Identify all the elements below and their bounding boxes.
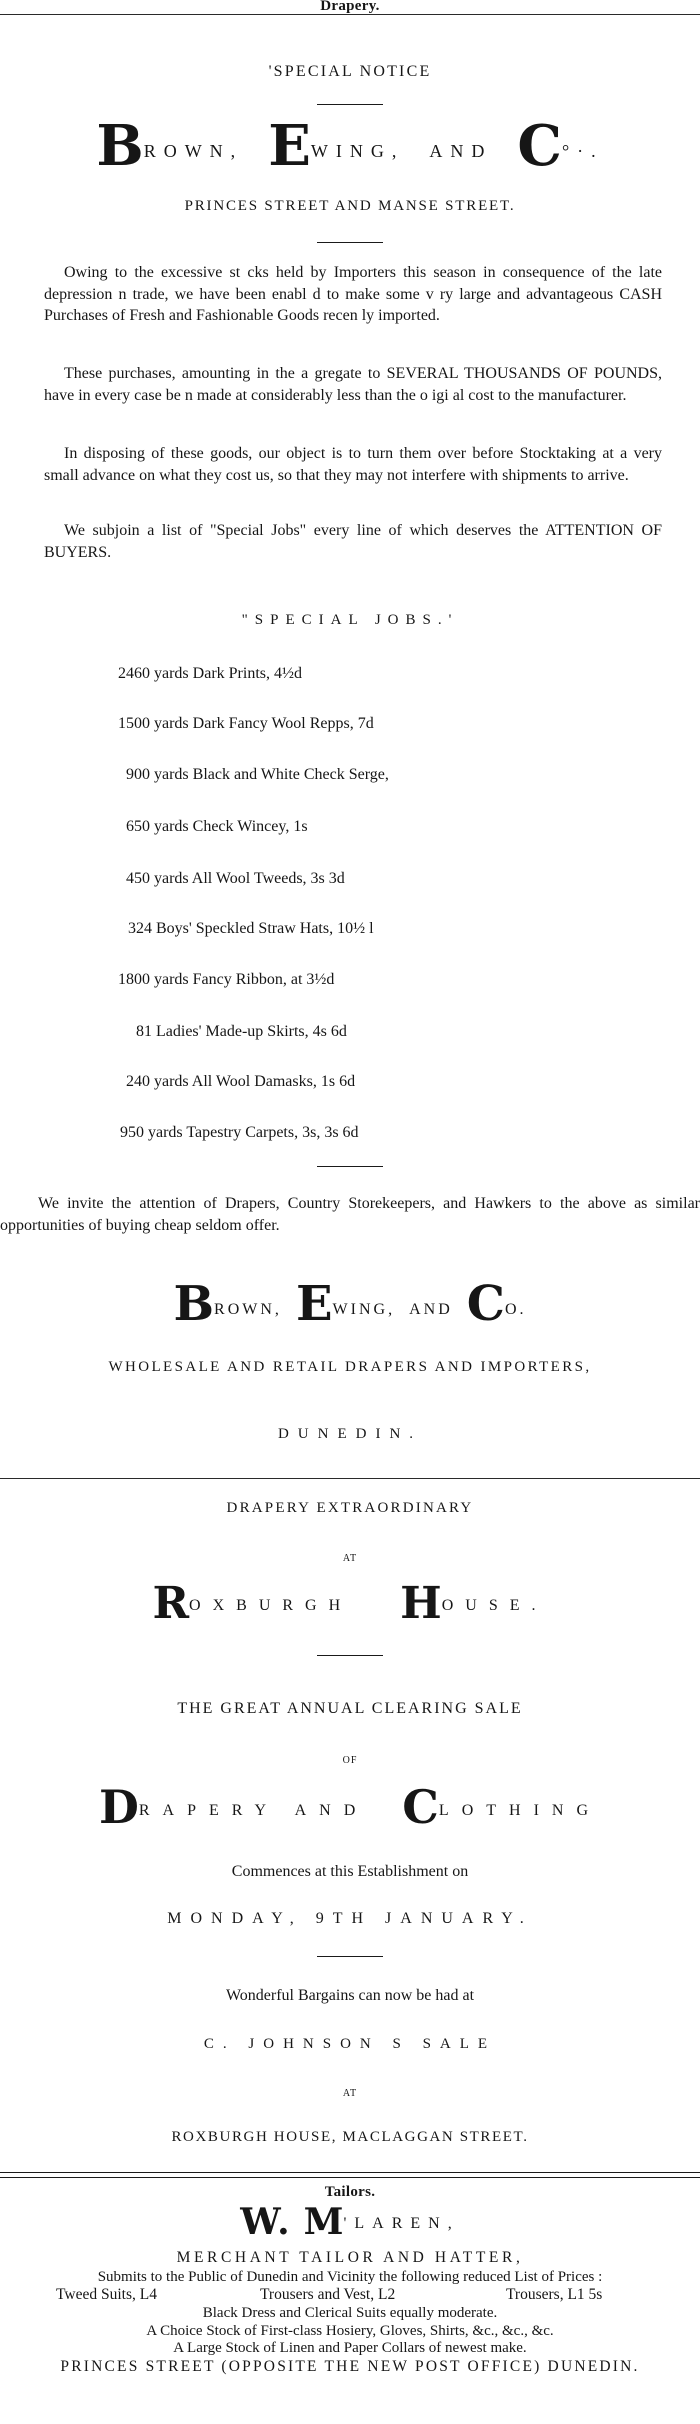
initial-r: R xyxy=(152,1578,190,1629)
notice-title: 'SPECIAL NOTICE xyxy=(268,63,432,80)
job-item: 450 yards All Wool Tweeds, 3s 3d xyxy=(126,870,345,887)
tailor-large-stock: A Large Stock of Linen and Paper Collars of newest make. xyxy=(173,2340,527,2356)
title-part: LOTHING xyxy=(438,1802,602,1819)
initial-b: B xyxy=(96,113,144,179)
at-label: AT xyxy=(342,2088,358,2099)
title-part: OXBURGH xyxy=(189,1597,353,1614)
paragraph-1: Owing to the excessive st cks held by Importers this season in consequence of the late depression n trade, we have been enabl d to make some v ry large and advantageous CASH Purchases of Fresh and Fashionable Goods recen ly imported. xyxy=(44,264,662,324)
job-item: 900 yards Black and White Check Serge, xyxy=(126,766,389,783)
divider-rule xyxy=(317,242,383,243)
title-part: RAPERY AND xyxy=(138,1802,369,1819)
divider-rule xyxy=(317,1956,383,1957)
tailor-name xyxy=(0,2201,700,2243)
invite-paragraph: We invite the attention of Drapers, Country Storekeepers, and Hawkers to the above as similar opportunities of buying cheap seldom offer. xyxy=(0,1195,700,1234)
job-item: 1500 yards Dark Fancy Wool Repps, 7d xyxy=(118,715,374,732)
price-item: Trousers, L1 5s xyxy=(506,2286,603,2303)
tailor-choice-stock: A Choice Stock of First-class Hosiery, Gloves, Shirts, &c., &c., &c. xyxy=(146,2323,554,2339)
title-part: OUSE. xyxy=(441,1597,548,1614)
tailor-address: PRINCES STREET (OPPOSITE THE NEW POST OFFICE) DUNEDIN. xyxy=(60,2358,640,2375)
job-item: 1800 yards Fancy Ribbon, at 3½d xyxy=(118,971,335,988)
tailor-submits: Submits to the Public of Dunedin and Vicinity the following reduced List of Prices : xyxy=(97,2269,603,2285)
tailor-black-suits: Black Dress and Clerical Suits equally moderate. xyxy=(202,2305,498,2321)
signature-trade-line: WHOLESALE AND RETAIL DRAPERS AND IMPORTERS, xyxy=(108,1359,592,1375)
tailor-name-rest: 'LAREN, xyxy=(343,2215,460,2232)
section-heading-tailors: Tailors. xyxy=(324,2184,376,2200)
firm-name-part: WING, xyxy=(332,1301,396,1318)
initial-c: C xyxy=(517,113,562,179)
initial-e: E xyxy=(268,113,311,179)
of-label: OF xyxy=(342,1755,358,1766)
drapery-clothing-title xyxy=(0,1780,700,1834)
firm-name-part: ROWN, xyxy=(214,1301,282,1318)
roxburgh-address: ROXBURGH HOUSE, MACLAGGAN STREET. xyxy=(171,2129,529,2145)
paragraph-2: These purchases, amounting in the a gregate to SEVERAL THOUSANDS OF POUNDS, have in every case be n made at considerably less than the o igi al cost to the manufacturer. xyxy=(44,365,662,404)
job-item: 240 yards All Wool Damasks, 1s 6d xyxy=(126,1073,356,1090)
job-item: 650 yards Check Wincey, 1s xyxy=(126,818,308,835)
job-item: 324 Boys' Speckled Straw Hats, 10½ l xyxy=(128,920,374,937)
firm-name-part: °·. xyxy=(561,141,604,161)
notice-address: PRINCES STREET AND MANSE STREET. xyxy=(184,198,516,214)
initial-d: D xyxy=(98,1780,139,1834)
firm-name-part: ROWN, xyxy=(143,141,244,161)
signature-city: DUNEDIN. xyxy=(277,1426,423,1442)
johnson-sale-line: C. JOHNSON S SALE xyxy=(203,2036,497,2052)
initial-c: C xyxy=(466,1276,505,1332)
sale-date: MONDAY, 9TH JANUARY. xyxy=(167,1910,533,1927)
initial-h: H xyxy=(400,1578,442,1629)
initial-w: W. xyxy=(240,2201,292,2243)
firm-name xyxy=(0,113,700,179)
roxburgh-house-title xyxy=(0,1578,700,1629)
firm-name-part: AND xyxy=(429,141,493,161)
section-rule xyxy=(0,1478,700,1479)
firm-name-part: WING, xyxy=(310,141,405,161)
divider-rule xyxy=(317,1166,383,1167)
signature-firm-name xyxy=(0,1276,700,1332)
commences-line: Commences at this Establishment on xyxy=(231,1863,469,1880)
clearing-sale-heading: THE GREAT ANNUAL CLEARING SALE xyxy=(177,1700,523,1717)
price-item: Trousers and Vest, L2 xyxy=(260,2286,396,2303)
paragraph-4: We subjoin a list of "Special Jobs" every line of which deserves the ATTENTION OF BUYERS. xyxy=(44,522,662,561)
header-rule xyxy=(0,14,700,15)
initial-m: M xyxy=(303,2201,344,2243)
job-item: 950 yards Tapestry Carpets, 3s, 3s 6d xyxy=(120,1124,359,1141)
firm-name-part: AND xyxy=(409,1301,453,1318)
divider-rule xyxy=(317,104,383,105)
firm-name-part: O. xyxy=(504,1301,527,1318)
tailor-trade: MERCHANT TAILOR AND HATTER, xyxy=(176,2249,524,2266)
bargains-line: Wonderful Bargains can now be had at xyxy=(225,1987,475,2004)
section-heading-drapery: Drapery. xyxy=(320,0,380,14)
section-double-rule xyxy=(0,2172,700,2178)
initial-b: B xyxy=(173,1276,215,1332)
job-item: 81 Ladies' Made-up Skirts, 4s 6d xyxy=(136,1023,347,1040)
jobs-title: "SPECIAL JOBS.' xyxy=(241,612,459,628)
initial-e: E xyxy=(295,1276,333,1332)
drapery-extraordinary-heading: DRAPERY EXTRAORDINARY xyxy=(226,1500,474,1516)
initial-c: C xyxy=(402,1780,439,1834)
at-label: AT xyxy=(342,1553,358,1564)
job-item: 2460 yards Dark Prints, 4½d xyxy=(118,665,302,682)
price-item: Tweed Suits, L4 xyxy=(56,2286,157,2303)
divider-rule xyxy=(317,1655,383,1656)
paragraph-3: In disposing of these goods, our object is to turn them over before Stocktaking at a very small advance on what they cost us, so that they may not interfere with shipments to arrive. xyxy=(44,445,662,484)
